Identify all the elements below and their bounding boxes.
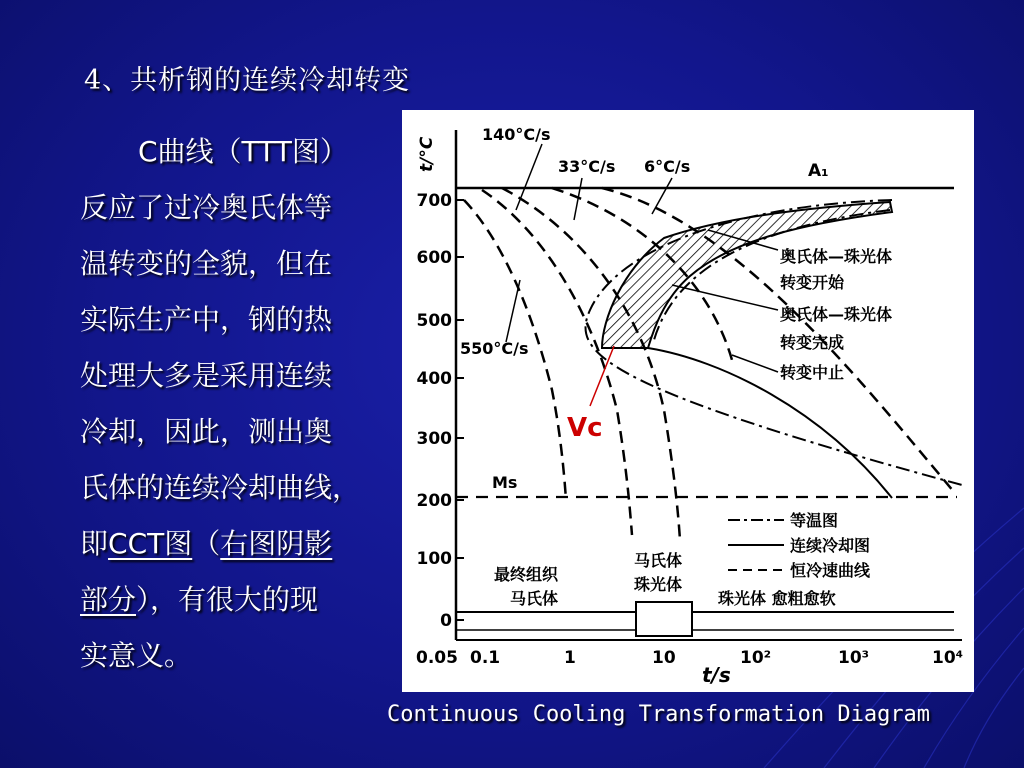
para-line-3: 温转变的全貌，但在 bbox=[80, 247, 333, 280]
y-tick-0: 0 bbox=[440, 611, 452, 631]
legend-constant-rate: 恒冷速曲线 bbox=[790, 561, 871, 580]
legend-isothermal: 等温图 bbox=[790, 511, 839, 530]
ms-label: Ms bbox=[492, 473, 518, 492]
y-axis-label: t/°C bbox=[417, 136, 437, 172]
annot-finish-line2: 转变完成 bbox=[780, 333, 845, 352]
x-tick-1: 1 bbox=[564, 648, 576, 668]
annot-finish-line1: 奥氏体—珠光体 bbox=[780, 305, 893, 324]
para-line-6: 冷却，因此，测出奥 bbox=[80, 415, 333, 448]
slide-title: 4、共析钢的连续冷却转变 bbox=[84, 65, 411, 96]
bottom-right: 珠光体 愈粗愈软 bbox=[718, 589, 836, 608]
cct-hatched-region bbox=[602, 202, 892, 348]
annot-stop: 转变中止 bbox=[780, 363, 845, 382]
para-line-7: 氏体的连续冷却曲线， bbox=[80, 471, 361, 504]
para-line-8-prefix: 即 bbox=[80, 527, 109, 560]
a1-label: A₁ bbox=[808, 161, 829, 181]
transformation-stop-line bbox=[648, 348, 892, 498]
cct-link[interactable]: CCT图 bbox=[108, 527, 193, 560]
bottom-final-line1: 最终组织 bbox=[494, 565, 559, 584]
cooling-curve-33 bbox=[502, 188, 680, 540]
rate-label-33: 33°C/s bbox=[558, 157, 616, 176]
vc-leader bbox=[590, 346, 614, 406]
mixed-structure-box bbox=[636, 602, 692, 636]
bottom-mid-line2: 珠光体 bbox=[634, 575, 683, 594]
description-paragraph bbox=[80, 124, 400, 684]
y-tick-500: 500 bbox=[416, 311, 452, 331]
rate-label-550: 550°C/s bbox=[460, 339, 529, 358]
legend bbox=[728, 511, 871, 580]
y-tick-600: 600 bbox=[416, 248, 452, 268]
annot-start-line1: 奥氏体—珠光体 bbox=[780, 247, 893, 266]
x-tick-1000: 10³ bbox=[838, 648, 870, 668]
shadow-area-link[interactable]: 右图阴影 bbox=[220, 527, 333, 560]
para-line-4: 实际生产中，钢的热 bbox=[80, 303, 333, 336]
para-line-2: 反应了过冷奥氏体等 bbox=[80, 191, 333, 224]
bottom-mid-line1: 马氏体 bbox=[634, 551, 683, 570]
legend-continuous: 连续冷却图 bbox=[790, 536, 871, 555]
shadow-area-link-cont[interactable]: 部分 bbox=[80, 583, 137, 616]
diagram-caption: Continuous Cooling Transformation Diagram bbox=[387, 702, 931, 727]
y-tick-400: 400 bbox=[416, 369, 452, 389]
bottom-final-line2: 马氏体 bbox=[510, 589, 559, 608]
rate-label-6: 6°C/s bbox=[644, 157, 691, 176]
para-line-1: C曲线（TTT图） bbox=[138, 135, 348, 168]
para-line-5: 处理大多是采用连续 bbox=[80, 359, 333, 392]
x-tick-10000: 10⁴ bbox=[932, 648, 964, 668]
y-tick-200: 200 bbox=[416, 491, 452, 511]
para-line-10: 实意义。 bbox=[80, 639, 193, 672]
x-tick-0.05: 0.05 bbox=[416, 648, 458, 668]
para-line-9: ），有很大的现 bbox=[136, 583, 319, 616]
cct-diagram bbox=[402, 110, 974, 692]
x-tick-100: 10² bbox=[740, 648, 772, 668]
para-line-8-mid: （ bbox=[192, 527, 221, 560]
y-tick-700: 700 bbox=[416, 191, 452, 211]
y-tick-300: 300 bbox=[416, 429, 452, 449]
annot-start-line2: 转变开始 bbox=[780, 273, 845, 292]
y-tick-100: 100 bbox=[416, 549, 452, 569]
cct-diagram-figure bbox=[402, 110, 974, 692]
x-tick-10: 10 bbox=[652, 648, 676, 668]
x-tick-0.1: 0.1 bbox=[470, 648, 501, 668]
vc-label: Vc bbox=[567, 413, 603, 443]
rate-label-140: 140°C/s bbox=[482, 125, 551, 144]
x-axis-label: t/s bbox=[702, 663, 731, 687]
